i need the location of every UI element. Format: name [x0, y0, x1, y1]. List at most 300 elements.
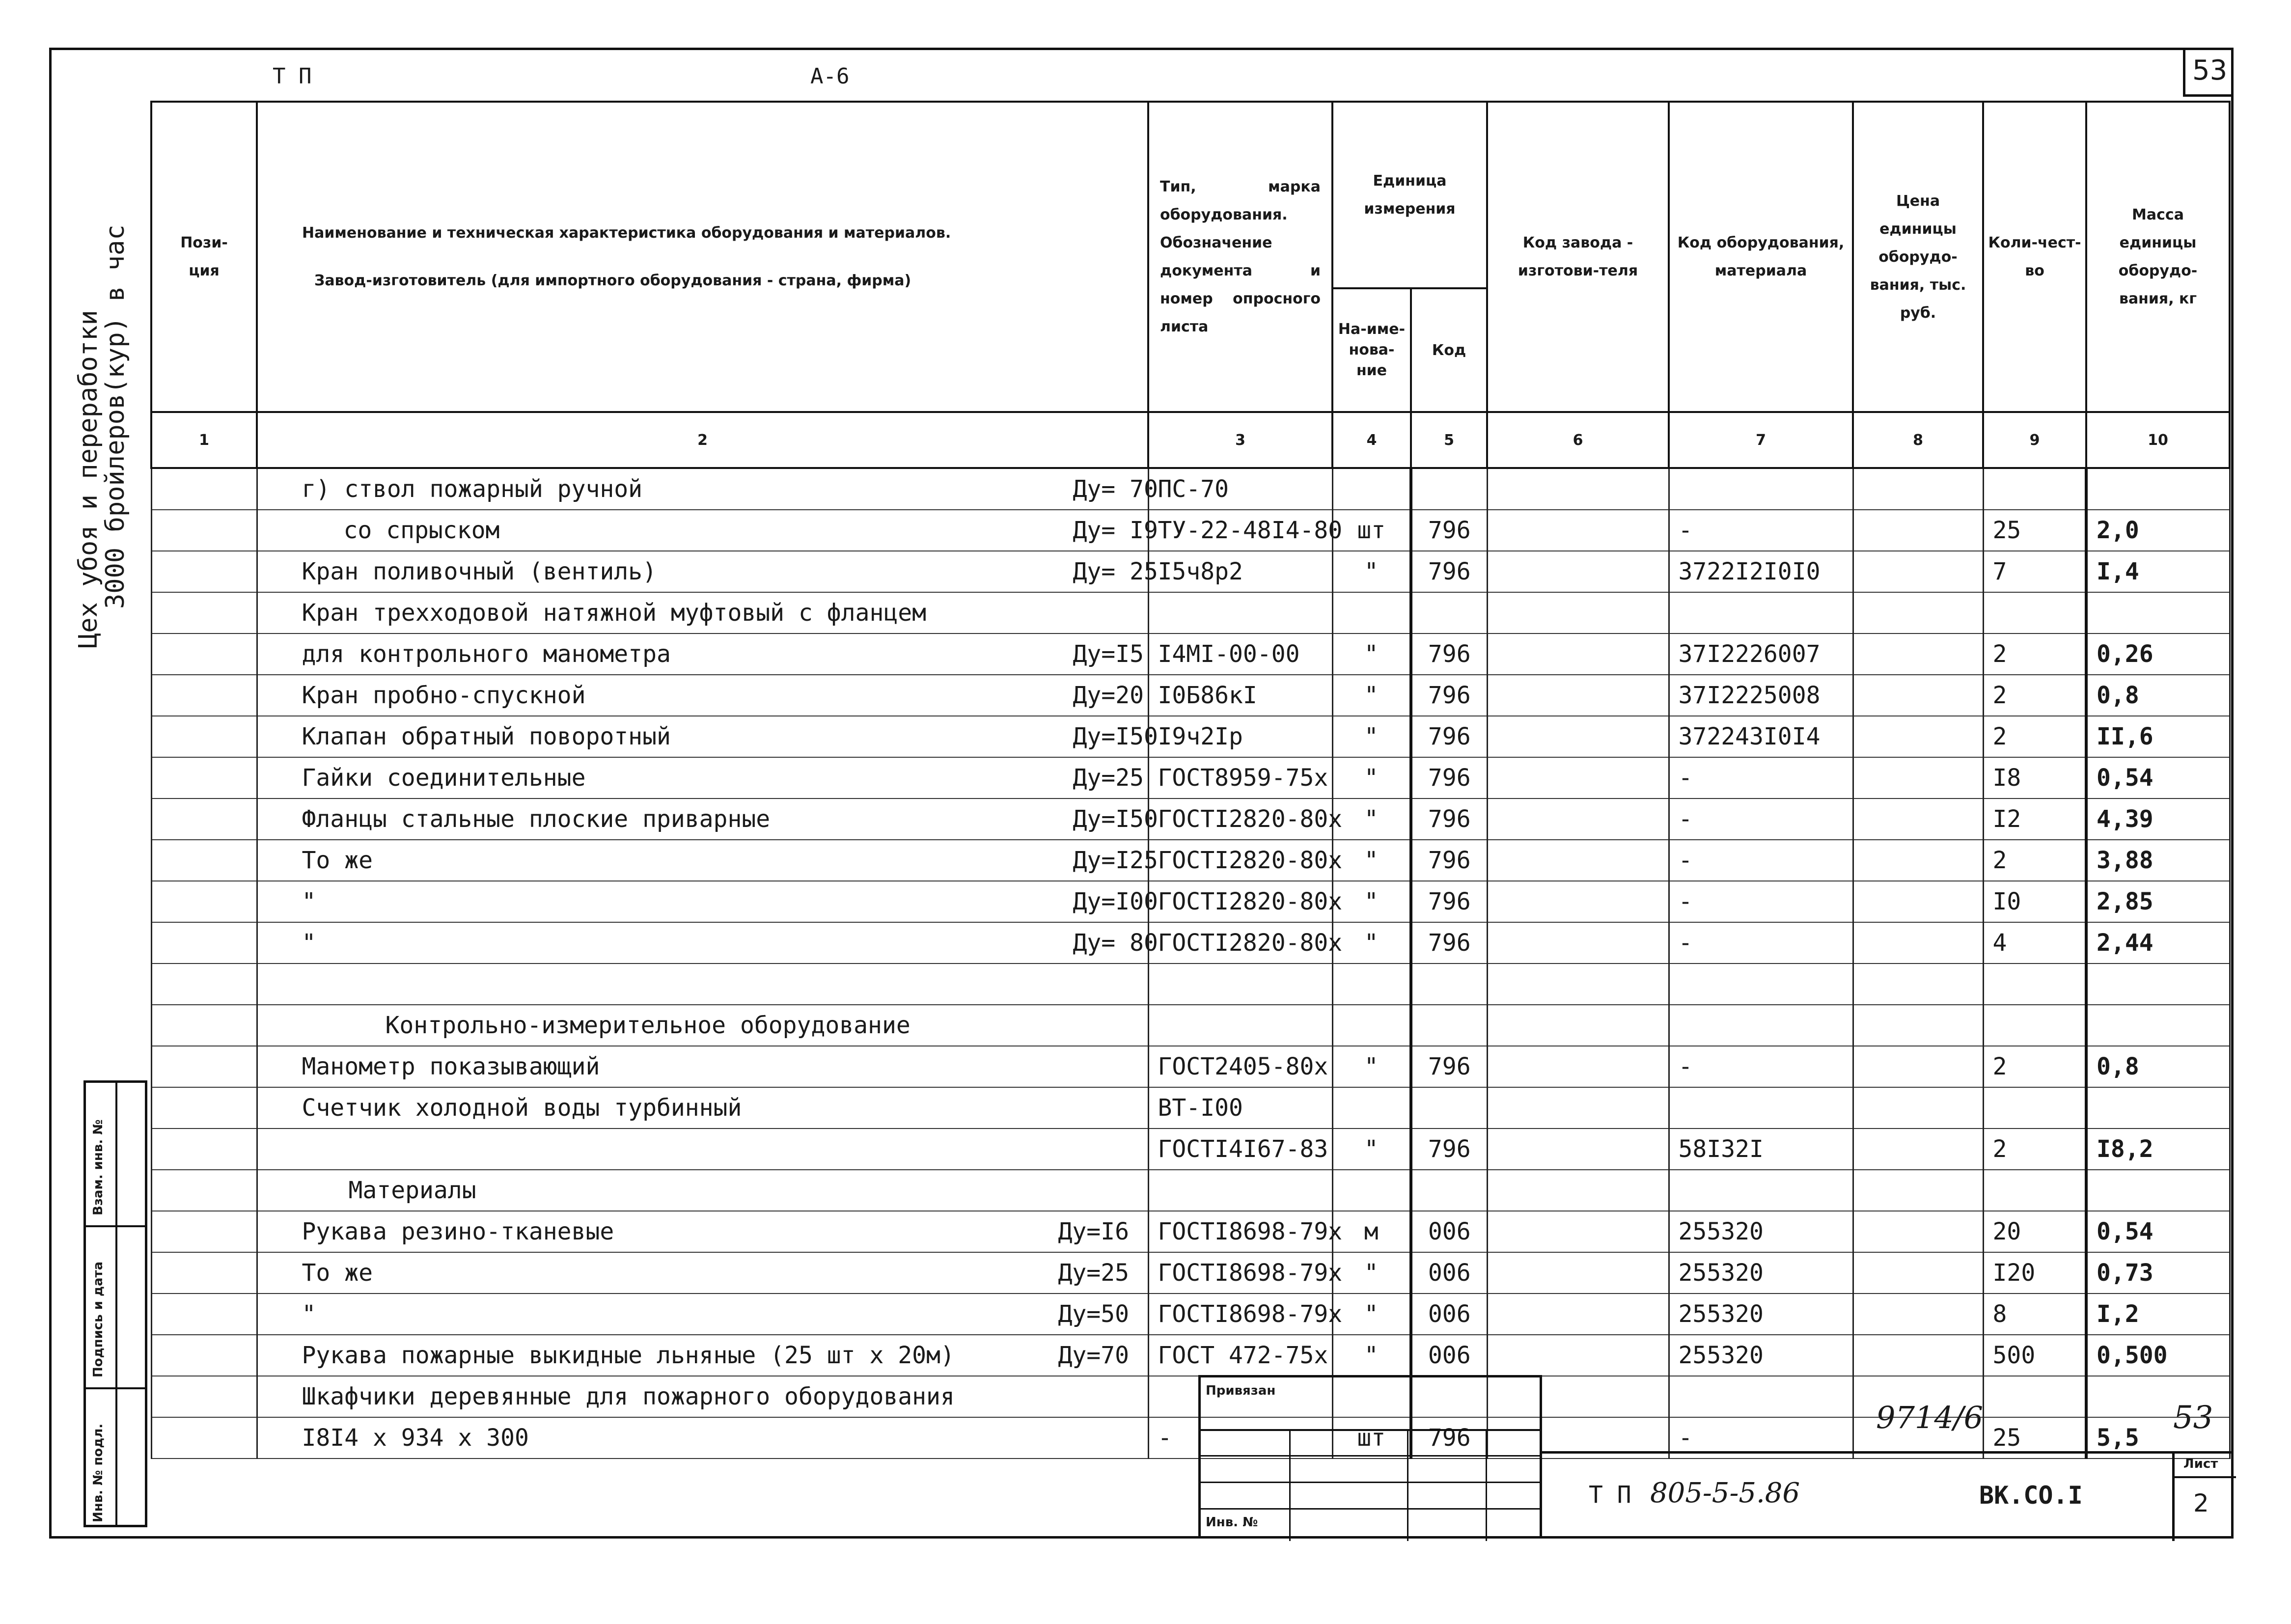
cell-mass	[2086, 963, 2230, 1005]
cell-factory-code	[1487, 1170, 1669, 1211]
cell-unit-code: 796	[1411, 1417, 1487, 1459]
item-name: То же	[302, 1259, 373, 1287]
cell-unit-name: "	[1332, 716, 1411, 757]
cell-type: ГОСТI8698-79х	[1148, 1294, 1332, 1335]
cell-type: I4MI-00-00	[1148, 633, 1332, 675]
cell-type	[1148, 963, 1332, 1005]
cell-name	[257, 510, 1158, 551]
nominal-diameter: Ду=I6	[1058, 1218, 1129, 1245]
cell-type: ГОСТI2820-80х	[1148, 798, 1332, 840]
cell-position	[151, 1294, 257, 1335]
cell-type: ГОСТI2820-80х	[1148, 881, 1332, 922]
cell-item-code: -	[1669, 840, 1853, 881]
cell-position	[151, 468, 257, 510]
table-row	[151, 1252, 2230, 1294]
cell-name	[257, 1211, 1148, 1252]
cell-position	[151, 551, 257, 592]
item-name: То же	[302, 847, 373, 874]
cell-mass: 0,73	[2086, 1252, 2230, 1294]
cell-position	[151, 757, 257, 798]
cell-factory-code	[1487, 1335, 1669, 1376]
cell-item-code	[1669, 1087, 1853, 1129]
cell-price	[1853, 922, 1983, 963]
cell-unit-name: "	[1332, 1129, 1411, 1170]
cell-position	[151, 1211, 257, 1252]
cell-unit-code: 796	[1411, 633, 1487, 675]
col-header-quantity: Коли-чест-во	[1983, 102, 2086, 412]
item-name: Фланцы стальные плоские приварные	[302, 805, 771, 833]
cell-position	[151, 922, 257, 963]
table-row	[151, 592, 2230, 633]
cell-unit-code: 796	[1411, 675, 1487, 716]
item-name: Контрольно-измерительное оборудование	[385, 1012, 911, 1039]
side-stamp	[83, 1080, 147, 1527]
col-number: 8	[1853, 412, 1983, 468]
side-title-line1: Цех убоя и переработки	[74, 310, 103, 648]
col-number: 1	[151, 412, 257, 468]
cell-mass: 0,54	[2086, 757, 2230, 798]
cell-item-code: 372243I0I4	[1669, 716, 1853, 757]
nominal-diameter: Ду=50	[1058, 1300, 1129, 1328]
cell-position	[151, 798, 257, 840]
cell-position	[151, 1129, 257, 1170]
item-name: Клапан обратный поворотный	[302, 723, 671, 750]
cell-quantity	[1983, 1170, 2086, 1211]
cell-factory-code	[1487, 963, 1669, 1005]
table-row	[151, 468, 2230, 510]
item-name: Кран трехходовой натяжной муфтовый с фланцем	[302, 599, 927, 627]
cell-unit-name	[1332, 1005, 1411, 1046]
cell-unit-code: 796	[1411, 1046, 1487, 1087]
cell-name	[257, 716, 1158, 757]
cell-mass: I,2	[2086, 1294, 2230, 1335]
col-header-factory-code: Код завода - изготови-теля	[1487, 102, 1669, 412]
cell-mass: 0,500	[2086, 1335, 2230, 1376]
cell-price	[1853, 675, 1983, 716]
cell-item-code: 255320	[1669, 1335, 1853, 1376]
cell-unit-name: "	[1332, 757, 1411, 798]
cell-factory-code	[1487, 633, 1669, 675]
inventory-number-label: Инв. №	[1206, 1515, 1258, 1530]
cell-unit-code	[1411, 468, 1487, 510]
table-row	[151, 633, 2230, 675]
cell-price	[1853, 510, 1983, 551]
specification-table	[150, 101, 2231, 1459]
cell-item-code: 255320	[1669, 1252, 1853, 1294]
item-name: со спрыском	[343, 517, 500, 544]
cell-quantity: I20	[1983, 1252, 2086, 1294]
cell-quantity: 2	[1983, 716, 2086, 757]
cell-quantity: I0	[1983, 881, 2086, 922]
cell-position	[151, 716, 257, 757]
page-number-box	[2183, 48, 2234, 97]
table-row	[151, 798, 2230, 840]
cell-mass: 2,44	[2086, 922, 2230, 963]
cell-unit-name	[1332, 1170, 1411, 1211]
cell-unit-code: 006	[1411, 1294, 1487, 1335]
stamp-label-inv-original: Инв. № подл.	[91, 1423, 106, 1522]
cell-factory-code	[1487, 1087, 1669, 1129]
cell-mass: 3,88	[2086, 840, 2230, 881]
cell-factory-code	[1487, 1294, 1669, 1335]
cell-unit-name	[1332, 963, 1411, 1005]
item-name: Шкафчики деревянные для пожарного оборудования	[302, 1383, 955, 1410]
cell-type: ГОСТI8698-79х	[1148, 1252, 1332, 1294]
cell-position	[151, 1252, 257, 1294]
cell-mass: II,6	[2086, 716, 2230, 757]
col-header-unit-name: На-име-нова-ние	[1332, 288, 1411, 412]
col-number: 6	[1487, 412, 1669, 468]
cell-position	[151, 881, 257, 922]
cell-item-code: 58I32I	[1669, 1129, 1853, 1170]
cell-position	[151, 633, 257, 675]
nominal-diameter: Ду=I25	[1073, 847, 1158, 874]
cell-mass	[2086, 468, 2230, 510]
cell-quantity	[1983, 1005, 2086, 1046]
table-row	[151, 922, 2230, 963]
cell-mass	[2086, 1170, 2230, 1211]
sheet-value: 2	[2193, 1489, 2209, 1517]
cell-quantity	[1983, 1087, 2086, 1129]
cell-factory-code	[1487, 1046, 1669, 1087]
table-row	[151, 551, 2230, 592]
cell-mass: 0,26	[2086, 633, 2230, 675]
cell-unit-name: "	[1332, 1046, 1411, 1087]
cell-item-code: -	[1669, 1417, 1853, 1459]
cell-mass: 2,0	[2086, 510, 2230, 551]
table-row	[151, 1005, 2230, 1046]
cell-unit-name	[1332, 468, 1411, 510]
side-title-line2: 3000 бройлеров(кур) в час	[101, 224, 130, 609]
cell-type: ГОСТI2820-80х	[1148, 840, 1332, 881]
cell-mass: I,4	[2086, 551, 2230, 592]
col-number: 4	[1332, 412, 1411, 468]
cell-quantity: 8	[1983, 1294, 2086, 1335]
cell-type: ГОСТ8959-75х	[1148, 757, 1332, 798]
cell-unit-code: 006	[1411, 1252, 1487, 1294]
nominal-diameter: Ду=I5	[1073, 640, 1144, 668]
cell-factory-code	[1487, 592, 1669, 633]
item-name: Счетчик холодной воды турбинный	[302, 1094, 742, 1122]
cell-type: ГОСТI8698-79х	[1148, 1211, 1332, 1252]
cell-name	[257, 1129, 1148, 1170]
table-row	[151, 675, 2230, 716]
table-row	[151, 881, 2230, 922]
cell-name	[257, 592, 1148, 633]
cell-quantity: 500	[1983, 1335, 2086, 1376]
cell-item-code: -	[1669, 757, 1853, 798]
cell-unit-code: 796	[1411, 757, 1487, 798]
cell-item-code	[1669, 1170, 1853, 1211]
cell-item-code: -	[1669, 1046, 1853, 1087]
cell-type	[1148, 1170, 1332, 1211]
cell-mass: I8,2	[2086, 1129, 2230, 1170]
cell-price	[1853, 1046, 1983, 1087]
cell-name	[257, 633, 1148, 675]
cell-quantity	[1983, 963, 2086, 1005]
cell-mass: 4,39	[2086, 798, 2230, 840]
cell-unit-name: "	[1332, 551, 1411, 592]
cell-factory-code	[1487, 798, 1669, 840]
cell-name	[257, 881, 1158, 922]
cell-unit-name: шт	[1332, 1417, 1411, 1459]
cell-mass: 0,8	[2086, 675, 2230, 716]
cell-type: ГОСТ 472-75х	[1148, 1335, 1332, 1376]
sheet-label: Лист	[2183, 1457, 2218, 1471]
page-number: 53	[2192, 55, 2228, 86]
cell-type	[1148, 1005, 1332, 1046]
col-header-name: Наименование и техническая характеристика оборудования и материалов. Завод-изготовитель (для импортного оборудования - страна, фирма)	[257, 102, 1148, 412]
item-name: "	[302, 929, 316, 957]
cell-unit-code: 796	[1411, 510, 1487, 551]
cell-unit-name: "	[1332, 1294, 1411, 1335]
table-row	[151, 1046, 2230, 1087]
cell-item-code: -	[1669, 922, 1853, 963]
cell-quantity: 25	[1983, 510, 2086, 551]
cell-unit-name: "	[1332, 840, 1411, 881]
cell-item-code: 255320	[1669, 1211, 1853, 1252]
table-row	[151, 1294, 2230, 1335]
col-header-item-code: Код оборудования, материала	[1669, 102, 1853, 412]
cell-type	[1148, 592, 1332, 633]
cell-price	[1853, 1087, 1983, 1129]
cell-item-code: -	[1669, 510, 1853, 551]
cell-quantity: 2	[1983, 840, 2086, 881]
table-row	[151, 757, 2230, 798]
item-name: для контрольного манометра	[302, 640, 671, 668]
nominal-diameter: Ду=20	[1073, 682, 1144, 709]
cell-item-code: 3722I2I0I0	[1669, 551, 1853, 592]
attachment-stamp	[1198, 1375, 1542, 1539]
col-number: 10	[2086, 412, 2230, 468]
col-number: 3	[1148, 412, 1332, 468]
cell-unit-code: 006	[1411, 1211, 1487, 1252]
cell-quantity	[1983, 592, 2086, 633]
doc-code: ВК.СО.I	[1979, 1481, 2083, 1510]
nominal-diameter: Ду=I50	[1073, 723, 1158, 750]
cell-unit-code: 796	[1411, 798, 1487, 840]
nominal-diameter: Ду= 25	[1073, 558, 1158, 585]
cell-quantity: 25	[1983, 1417, 2086, 1459]
cell-name	[257, 468, 1158, 510]
nominal-diameter: Ду= I9	[1073, 517, 1158, 544]
cell-name	[257, 1005, 1148, 1046]
cell-type: ПС-70	[1148, 468, 1332, 510]
cell-unit-code: 796	[1411, 840, 1487, 881]
table-row	[151, 1335, 2230, 1376]
cell-price	[1853, 1252, 1983, 1294]
cell-quantity: 4	[1983, 922, 2086, 963]
doc-prefix: Т П	[1589, 1481, 1631, 1509]
table-row	[151, 1129, 2230, 1170]
table-row	[151, 963, 2230, 1005]
cell-item-code	[1669, 963, 1853, 1005]
cell-factory-code	[1487, 1129, 1669, 1170]
cell-name	[257, 1087, 1148, 1129]
col-number: 9	[1983, 412, 2086, 468]
col-number: 2	[257, 412, 1148, 468]
cell-type: ТУ-22-48I4-80	[1148, 510, 1332, 551]
cell-quantity: 2	[1983, 675, 2086, 716]
cell-price	[1853, 1335, 1983, 1376]
cell-factory-code	[1487, 757, 1669, 798]
cell-position	[151, 592, 257, 633]
cell-name	[257, 1046, 1148, 1087]
cell-position	[151, 1170, 257, 1211]
cell-item-code	[1669, 468, 1853, 510]
item-name: Гайки соединительные	[302, 764, 586, 792]
cell-unit-name: "	[1332, 798, 1411, 840]
header-middle-code: А-6	[810, 64, 850, 89]
cell-position	[151, 675, 257, 716]
col-header-unit-group: Единица измерения	[1332, 102, 1487, 288]
doc-number: 805-5-5.86	[1650, 1477, 1800, 1509]
cell-factory-code	[1487, 1211, 1669, 1252]
cell-mass	[2086, 1005, 2230, 1046]
col-header-type: Тип, марка оборудования. Обозначение документа и номер опросного листа	[1148, 102, 1332, 412]
cell-quantity: I2	[1983, 798, 2086, 840]
cell-price	[1853, 1129, 1983, 1170]
cell-name	[257, 963, 1148, 1005]
nominal-diameter: Ду=25	[1058, 1259, 1129, 1287]
cell-position	[151, 840, 257, 881]
item-name: Рукава пожарные выкидные льняные (25 шт х 20м)	[302, 1342, 955, 1369]
cell-factory-code	[1487, 716, 1669, 757]
table-row	[151, 840, 2230, 881]
cell-mass: 2,85	[2086, 881, 2230, 922]
cell-type: I5ч8р2	[1148, 551, 1332, 592]
handwritten-page: 53	[2173, 1400, 2213, 1436]
cell-item-code: 37I2226007	[1669, 633, 1853, 675]
cell-unit-name: шт	[1332, 510, 1411, 551]
cell-factory-code	[1487, 675, 1669, 716]
cell-unit-name: м	[1332, 1211, 1411, 1252]
cell-mass	[2086, 1087, 2230, 1129]
cell-factory-code	[1487, 1252, 1669, 1294]
col-header-unit-code: Код	[1411, 288, 1487, 412]
cell-factory-code	[1487, 1005, 1669, 1046]
cell-unit-code	[1411, 1170, 1487, 1211]
cell-position	[151, 1376, 257, 1417]
cell-unit-name	[1332, 592, 1411, 633]
cell-item-code	[1669, 1005, 1853, 1046]
sheet-box	[2172, 1454, 2236, 1541]
cell-unit-code: 796	[1411, 922, 1487, 963]
cell-price	[1853, 592, 1983, 633]
cell-item-code	[1669, 1376, 1853, 1417]
cell-type: -	[1148, 1417, 1332, 1459]
sheet-handwritten-number: 9714/6	[1876, 1400, 1984, 1435]
cell-price	[1853, 1294, 1983, 1335]
cell-item-code: -	[1669, 881, 1853, 922]
cell-unit-code	[1411, 1005, 1487, 1046]
cell-name	[257, 675, 1148, 716]
cell-type: ГОСТ2405-80х	[1148, 1046, 1332, 1087]
cell-name	[257, 1252, 1148, 1294]
cell-mass: 5,5	[2086, 1417, 2230, 1459]
cell-price	[1853, 840, 1983, 881]
cell-price	[1853, 1211, 1983, 1252]
cell-quantity: 2	[1983, 1129, 2086, 1170]
stamp-label-replace-inv: Взам. инв. №	[91, 1119, 106, 1215]
cell-position	[151, 963, 257, 1005]
item-name: "	[302, 1300, 316, 1328]
cell-unit-name: "	[1332, 922, 1411, 963]
cell-price	[1853, 963, 1983, 1005]
cell-position	[151, 1087, 257, 1129]
item-name: Рукава резино-тканевые	[302, 1218, 614, 1245]
cell-type: I9ч2Iр	[1148, 716, 1332, 757]
cell-name	[257, 1294, 1148, 1335]
cell-mass	[2086, 592, 2230, 633]
attached-label: Привязан	[1206, 1383, 1276, 1398]
cell-unit-name: "	[1332, 1252, 1411, 1294]
item-name: Манометр показывающий	[302, 1053, 600, 1080]
cell-name	[257, 1335, 1148, 1376]
cell-unit-code: 796	[1411, 551, 1487, 592]
cell-unit-code	[1411, 963, 1487, 1005]
col-number: 5	[1411, 412, 1487, 468]
cell-quantity: 20	[1983, 1211, 2086, 1252]
item-name: "	[302, 888, 316, 915]
cell-item-code: 255320	[1669, 1294, 1853, 1335]
cell-quantity: 7	[1983, 551, 2086, 592]
cell-quantity: 2	[1983, 1046, 2086, 1087]
cell-factory-code	[1487, 551, 1669, 592]
table-header-row	[151, 102, 2230, 288]
cell-item-code: 37I2225008	[1669, 675, 1853, 716]
cell-quantity	[1983, 1376, 2086, 1417]
cell-unit-code: 796	[1411, 1129, 1487, 1170]
col-header-price: Цена единицы оборудо-вания, тыс. руб.	[1853, 102, 1983, 412]
stamp-label-signature-date: Подпись и дата	[91, 1261, 106, 1377]
cell-type: ГОСТI4I67-83	[1148, 1129, 1332, 1170]
table-row	[151, 716, 2230, 757]
item-name: г) ствол пожарный ручной	[302, 475, 643, 503]
cell-type: I0Б86кI	[1148, 675, 1332, 716]
cell-name	[257, 757, 1148, 798]
cell-unit-name: "	[1332, 633, 1411, 675]
cell-unit-code: 796	[1411, 881, 1487, 922]
cell-price	[1853, 551, 1983, 592]
cell-price	[1853, 716, 1983, 757]
cell-mass: 0,8	[2086, 1046, 2230, 1087]
cell-position	[151, 1046, 257, 1087]
cell-item-code: -	[1669, 798, 1853, 840]
cell-unit-name: "	[1332, 675, 1411, 716]
cell-name	[257, 922, 1158, 963]
item-name: Материалы	[348, 1177, 476, 1204]
cell-quantity: 2	[1983, 633, 2086, 675]
item-name: Кран пробно-спускной	[302, 682, 586, 709]
cell-unit-code	[1411, 592, 1487, 633]
nominal-diameter: Ду=I00	[1073, 888, 1158, 915]
cell-name	[257, 1376, 1148, 1417]
cell-price	[1853, 1005, 1983, 1046]
cell-mass: 0,54	[2086, 1211, 2230, 1252]
cell-quantity	[1983, 468, 2086, 510]
cell-position	[151, 1335, 257, 1376]
cell-factory-code	[1487, 922, 1669, 963]
cell-position	[151, 1005, 257, 1046]
cell-price	[1853, 468, 1983, 510]
cell-factory-code	[1487, 510, 1669, 551]
cell-name	[257, 840, 1158, 881]
cell-price	[1853, 1170, 1983, 1211]
cell-price	[1853, 881, 1983, 922]
cell-name	[257, 1417, 1148, 1459]
nominal-diameter: Ду=70	[1058, 1342, 1129, 1369]
